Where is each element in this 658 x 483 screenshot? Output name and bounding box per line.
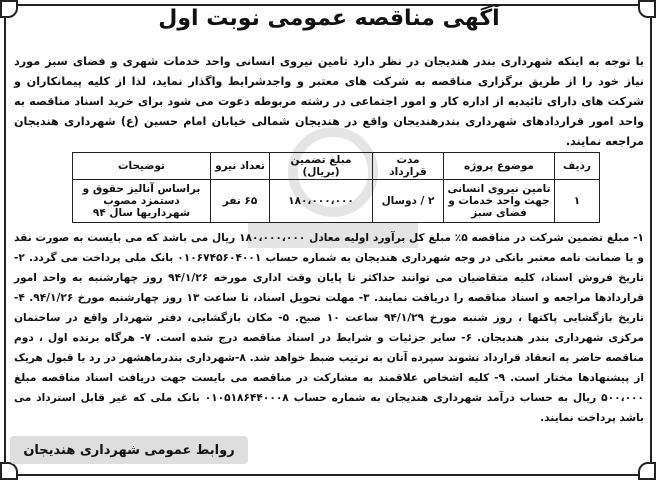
cell-subject: تامین نیروی انسانی جهت واحد خدمات و فضای سبز <box>444 180 555 223</box>
conditions-list <box>14 228 644 428</box>
header-notes: توضیحات <box>73 153 211 180</box>
table-row <box>73 180 600 223</box>
cell-duration: ۲ / دوسال <box>373 180 444 223</box>
cell-guarantee: ۱۸۰،۰۰۰،۰۰۰ <box>270 180 373 223</box>
project-table <box>72 152 600 223</box>
condition-item: ۸-شهرداری بندرماهشهر در رد یا قبول هریک از پیشنهادها مختار است. <box>14 352 644 384</box>
footer-label: روابط عمومی شهرداری هندیجان <box>23 442 235 458</box>
cell-staff: ۶۵ نفر <box>211 180 270 223</box>
notice-title: آگهی مناقصه عمومی نوبت اول <box>158 6 500 31</box>
condition-item: ۷- هرگاه برنده اول ، دوم مناقصه حاضر به انعقاد قرارداد نشوند سپرده آنان به ترتیب ضبط خواهد شد. <box>14 332 644 364</box>
header-guarantee: مبلغ تضمین (بریال) <box>270 153 373 180</box>
footer-public-relations <box>10 436 248 464</box>
condition-item: ۵- مکان بازگشایی، دفتر شهردار واقع در ساختمان مرکزی شهرداری بندر هندیجان. <box>14 312 644 344</box>
frame-corner-ornament <box>0 462 18 480</box>
condition-item: ۹- کلیه اشخاص علاقمند به مشارکت در مناقصه می بایست جهت دریافت اسناد مناقصه مبلغ ۵۰۰،۰۰۰ ریال به حساب درآمد شهرداری هندیجان به شماره حساب ۰۱۰۵۱۸۶۴۴۰۰۰۸ بانک ملی که غیر قابل استرداد می باشد پرداخت نمایند. <box>14 372 644 424</box>
header-row-no: ردیف <box>555 153 600 180</box>
intro-paragraph: با توجه به اینکه شهرداری بندر هندیجان در نظر دارد تامین نیروی انسانی واحد خدمات شهری و فضای سبز مورد نیاز خود را از طریق برگزاری مناقصه به شرکت های معتبر و واجدشرایط واگذار نماید، لذا از کلیه پیمانکاران و شرکت های دارای تائیدیه از اداره کار و امور اجتماعی در رشته مربوطه دعوت می شود برای خرید اسناد مناقصه به واحد امور قراردادهای شهرداری بندرهندیجان واقع در هندیجان شمالی خیابان امام حسین (ع) شهرداری هندیجان مراجعه نمایند. <box>14 55 644 148</box>
condition-item: ۴- تاریخ بازگشایی پاکتها ، روز شنبه مورخ ۹۴/۱/۲۹ ساعت ۱۰ صبح. <box>14 292 644 324</box>
header-duration: مدت قرارداد <box>373 153 444 180</box>
table-header-row <box>73 153 600 180</box>
condition-item: ۲- تاریخ فروش اسناد، کلیه متقاضیان می توانند حداکثر تا پایان وقت اداری مورخه ۹۴/۱/۲۶ روز چهارشنبه به واحد امور قراردادها مراجعه و اسناد مناقصه را دریافت نمایند. <box>14 252 645 304</box>
cell-notes: براساس آنالیز حقوق و دستمزد مصوب شهرداریها سال ۹۴ <box>73 180 211 223</box>
header-staff: تعداد نیرو <box>211 153 270 180</box>
condition-item: ۱- مبلغ تضمین شرکت در مناقصه ۵٪ مبلغ کل برآورد اولیه معادل ۱۸۰،۰۰۰،۰۰۰ ریال می باشد که می بایست به صورت نقد و یا ضمانت نامه معتبر بانکی در وجه شهرداری هندیجان به شماره حساب ۰۱۰۶۷۴۵۶۰۴۰۰۱ بانک ملی پرداخت می گردد. <box>14 232 645 264</box>
frame-corner-ornament <box>638 462 656 480</box>
condition-item: ۶- سایر جزئیات و شرایط در اسناد مناقصه درج شده است. <box>150 332 473 344</box>
cell-row-no: ۱ <box>555 180 600 223</box>
condition-item: ۳- مهلت تحویل اسناد، تا ساعت ۱۳ روز چهارشنبه مورخ ۹۴/۱/۲۶. <box>24 292 370 304</box>
header-subject: موضوع پروژه <box>444 153 555 180</box>
